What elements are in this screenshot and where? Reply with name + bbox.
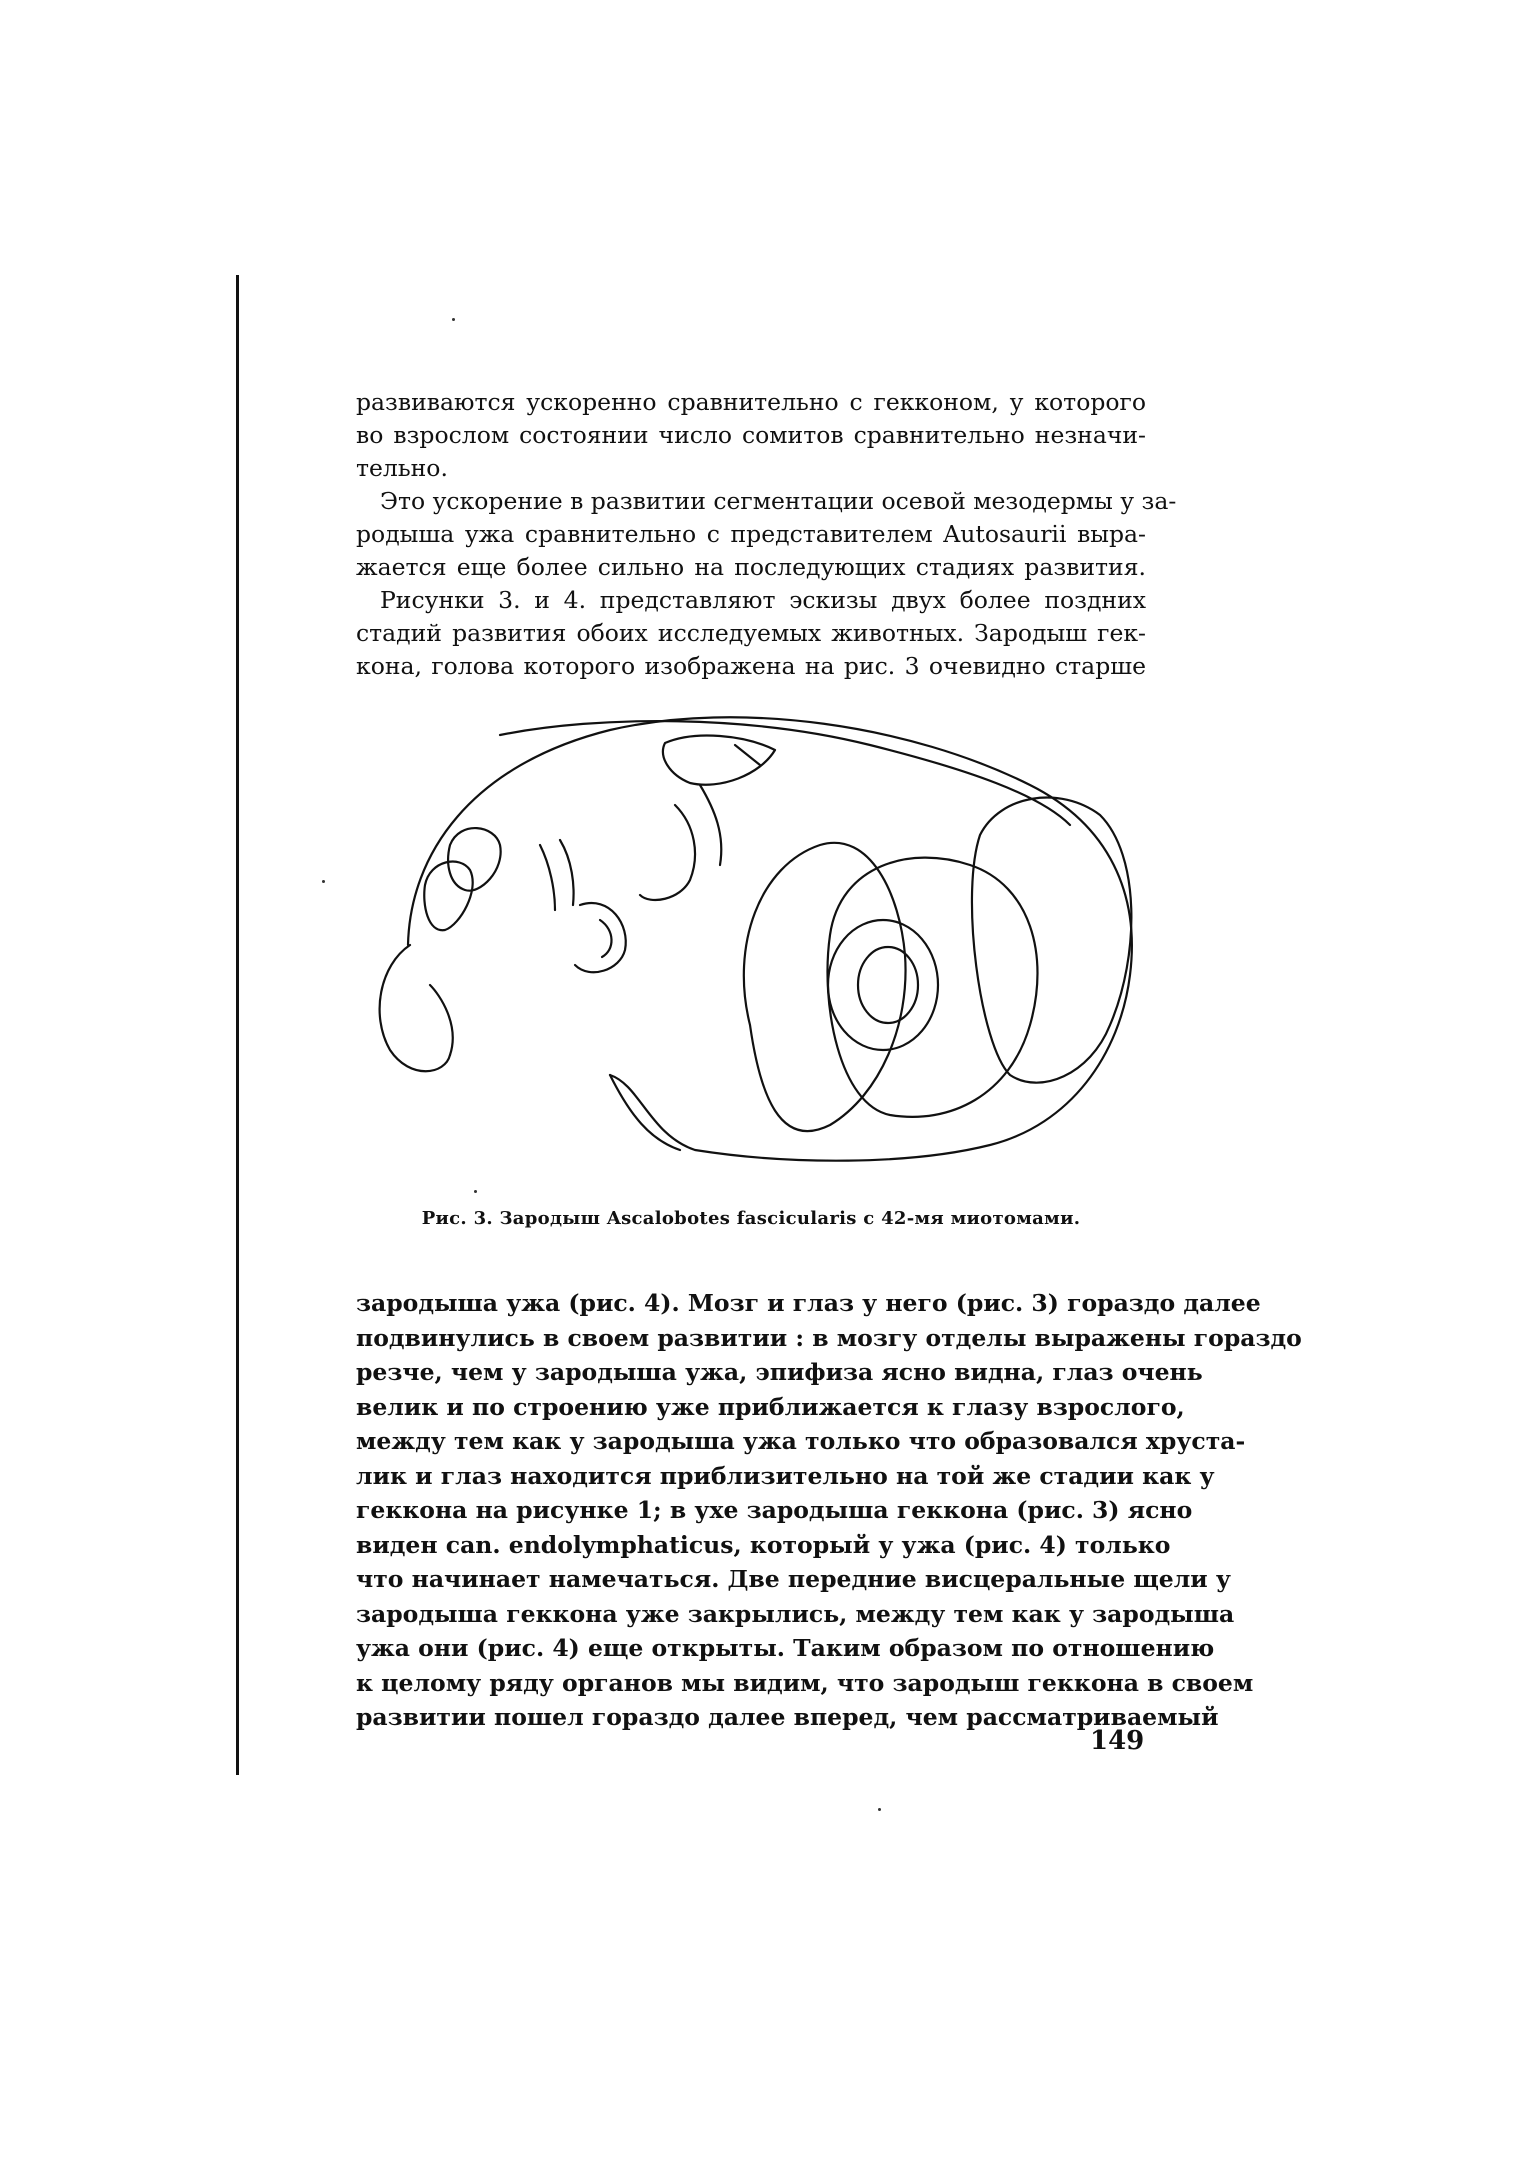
- epiphysis: [663, 736, 775, 785]
- text-line: во взрослом состоянии число сомитов сравнительно незначи-: [356, 421, 1146, 449]
- gill-slit: [540, 845, 555, 910]
- text-line: геккона на рисунке 1; в ухе зародыша геккона (рис. 3) ясно: [356, 1496, 1193, 1524]
- epiphysis-mark: [735, 745, 760, 765]
- eye-outer-ring: [828, 920, 938, 1050]
- text-line: Рисунки 3. и 4. представляют эскизы двух более поздних: [380, 586, 1146, 614]
- page-number: 149: [1090, 1726, 1145, 1756]
- cranial-flexure: [430, 985, 453, 1055]
- text-line: кона, голова которого изображена на рис. 3 очевидно старше: [356, 652, 1146, 680]
- embryo-figure: [350, 695, 1150, 1195]
- text-line: стадий развития обоих исследуемых животных. Зародыш гек-: [356, 619, 1146, 647]
- text-line: лик и глаз находится приблизительно на той же стадии как у: [356, 1461, 1215, 1490]
- text-line: тельно.: [356, 454, 448, 482]
- text-line: к целому ряду органов мы видим, что зародыш геккона в своем: [356, 1668, 1254, 1697]
- figure-caption: Рис. 3. Зародыш Ascalobotes fascicularis с 42-мя миотомами.: [421, 1208, 1081, 1229]
- text-line: зародыша геккона уже закрылись, между тем как у зародыша: [356, 1599, 1235, 1628]
- text-line: резче, чем у зародыша ужа, эпифиза ясно видна, глаз очень: [356, 1358, 1203, 1386]
- midbrain-cleft: [640, 805, 695, 900]
- midbrain-cleft: [700, 785, 721, 865]
- text-line: развиваются ускоренно сравнительно с гекконом, у которого: [356, 388, 1146, 416]
- text-line: виден can. endolymphaticus, который у ужа (рис. 4) только: [356, 1530, 1171, 1559]
- cranial-flexure: [380, 945, 450, 1071]
- eye-lens: [858, 947, 918, 1023]
- text-line: ужа они (рис. 4) еще открыты. Таким образом по отношению: [356, 1634, 1215, 1662]
- text-line: зародыша ужа (рис. 4). Мозг и глаз у него (рис. 3) гораздо далее: [356, 1289, 1261, 1317]
- text-line: между тем как у зародыша ужа только что образовался хруста-: [356, 1427, 1246, 1455]
- paragraph-top: [356, 386, 1177, 683]
- text-line: родыша ужа сравнительно с представителем Autosaurii выра-: [356, 520, 1146, 548]
- midbrain-vesicle: [972, 798, 1131, 1083]
- forebrain-lobe: [744, 843, 906, 1131]
- text-line: подвинулись в своем развитии : в мозгу отделы выражены гораздо: [356, 1323, 1302, 1352]
- embryo-outline: [408, 717, 1132, 1160]
- gill-arch: [448, 828, 501, 891]
- scan-speck: [452, 318, 455, 321]
- text-line: жается еще более сильно на последующих стадиях развития.: [356, 553, 1146, 581]
- text-line: велик и по строению уже приближается к глазу взрослого,: [356, 1392, 1185, 1421]
- otic-region: [575, 903, 626, 972]
- scan-speck: [878, 1808, 881, 1811]
- scan-speck: [322, 880, 325, 883]
- text-line: Это ускорение в развитии сегментации осевой мезодермы у за-: [380, 487, 1177, 515]
- otic-region: [600, 920, 612, 957]
- binding-edge-line: [236, 275, 239, 1775]
- gill-arch: [424, 862, 472, 931]
- text-line: что начинает намечаться. Две передние висцеральные щели у: [356, 1565, 1231, 1593]
- paragraph-bottom: [356, 1286, 1302, 1735]
- lower-limb-bud: [610, 1075, 680, 1150]
- gill-slit: [560, 840, 574, 905]
- text-line: развитии пошел гораздо далее вперед, чем рассматриваемый: [356, 1703, 1219, 1731]
